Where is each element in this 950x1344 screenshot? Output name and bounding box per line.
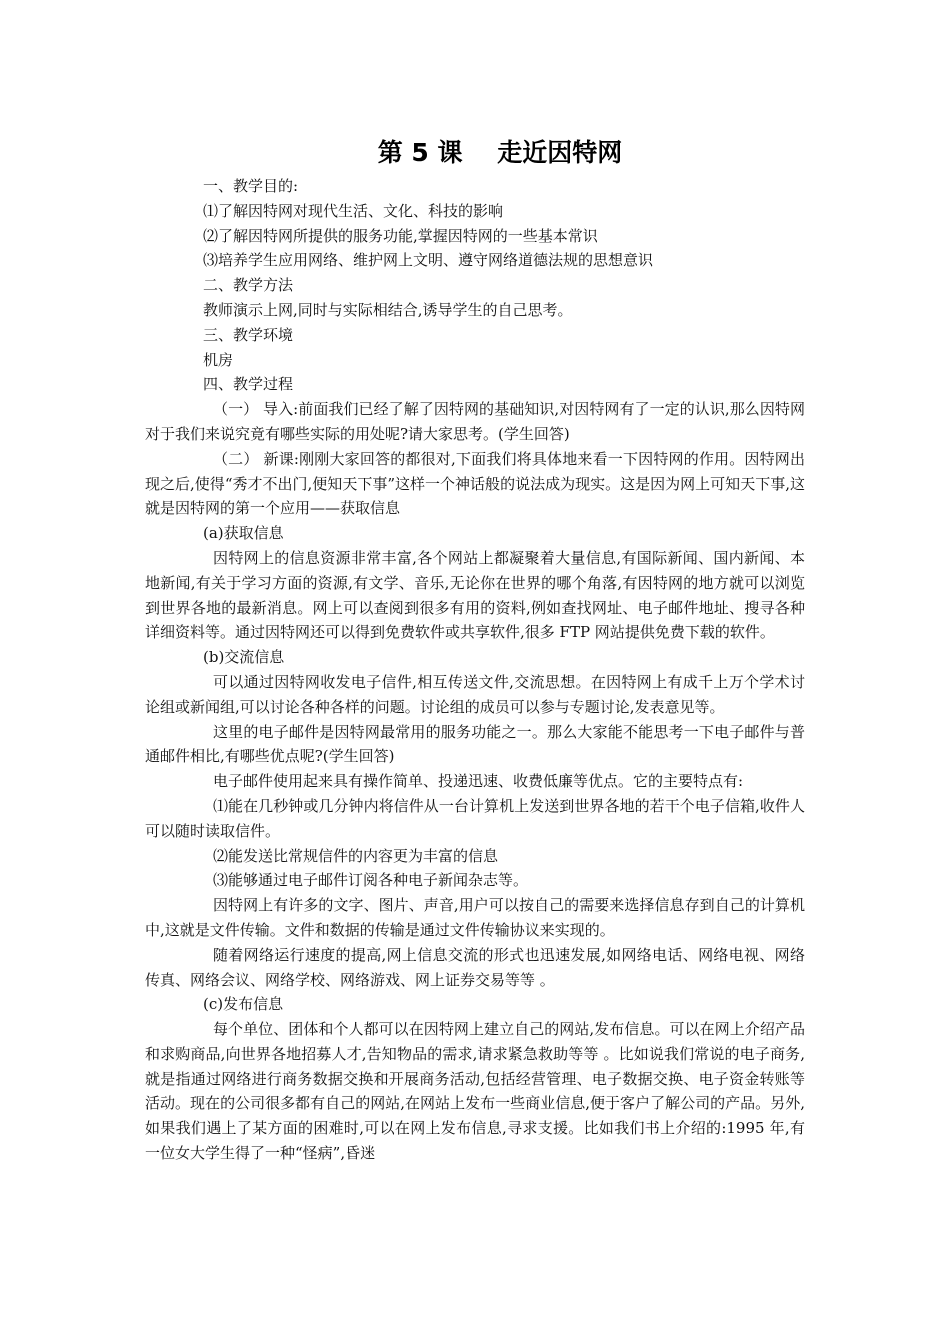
- paragraph-intro: （一） 导入:前面我们已经了解了因特网的基础知识,对因特网有了一定的认识,那么因特网对于我们来说究竟有哪些实际的用处呢?请大家思考。(学生回答): [145, 400, 805, 443]
- subheading-get-info: (a)获取信息: [203, 524, 284, 543]
- paragraph: 每个单位、团体和个人都可以在因特网上建立自己的网站,发布信息。可以在网上介绍产品和求购商品,向世界各地招募人才,告知物品的需求,请求紧急救助等等 。比如说我们常说的电子商务,就是指通过网络进行商务数据交换和开展商务活动,包括经营管理、电子数据交换、电子资金转账等活动。现在的公司很多都有自己的网站,在网站上发布一些商业信息,便于客户了解公司的产品。另外,如果我们遇上了某方面的困难时,可以在网上发布信息,寻求支援。比如我们书上介绍的:1995 年,有一位女大学生得了一种“怪病”,昏迷: [145, 1020, 805, 1163]
- feature-item: ⑴能在几秒钟或几分钟内将信件从一台计算机上发送到世界各地的若干个电子信箱,收件人可以随时读取信件。: [145, 796, 805, 840]
- paragraph: 可以通过因特网收发电子信件,相互传送文件,交流思想。在因特网上有成千上万个学术讨论组或新闻组,可以讨论各种各样的问题。讨论组的成员可以参与专题讨论,发表意见等。: [145, 672, 805, 716]
- paragraph-new-lesson: （二） 新课:刚刚大家回答的都很对,下面我们将具体地来看一下因特网的作用。因特网出现之后,使得“秀才不出门,便知天下事”这样一个神话般的说法成为现实。这是因为网上可知天下事,这就是因特网的第一个应用——获取信息: [145, 449, 805, 518]
- paragraph: 随着网络运行速度的提高,网上信息交流的形式也迅速发展,如网络电话、网络电视、网络传真、网络会议、网络学校、网络游戏、网上证券交易等等 。: [145, 945, 805, 989]
- page-title: 第 5 课 走近因特网: [377, 138, 623, 167]
- paragraph: 这里的电子邮件是因特网最常用的服务功能之一。那么大家能不能思考一下电子邮件与普通邮件相比,有哪些优点呢?(学生回答): [145, 722, 805, 766]
- subheading-exchange-info: (b)交流信息: [203, 648, 285, 667]
- paragraph: 电子邮件使用起来具有操作简单、投递迅速、收费低廉等优点。它的主要特点有:: [213, 772, 744, 791]
- subheading-publish-info: (c)发布信息: [203, 995, 284, 1014]
- objective-item: ⑴了解因特网对现代生活、文化、科技的影响: [203, 201, 504, 220]
- section-heading-process: 四、教学过程: [203, 375, 294, 394]
- paragraph: 因特网上的信息资源非常丰富,各个网站上都凝聚着大量信息,有国际新闻、国内新闻、本地新闻,有关于学习方面的资源,有文学、音乐,无论你在世界的哪个角落,有因特网的地方就可以浏览到世界各地的最新消息。网上可以查阅到很多有用的资料,例如查找网址、电子邮件地址、搜寻各种详细资料等。通过因特网还可以得到免费软件或共享软件,很多 FTP 网站提供免费下载的软件。: [145, 548, 805, 642]
- objective-item: ⑵了解因特网所提供的服务功能,掌握因特网的一些基本常识: [203, 226, 598, 245]
- section-heading-methods: 二、教学方法: [203, 276, 294, 295]
- section-heading-objectives: 一、教学目的:: [203, 177, 299, 195]
- section-heading-environment: 三、教学环境: [203, 325, 294, 344]
- objective-item: ⑶培养学生应用网络、维护网上文明、遵守网络道德法规的思想意识: [203, 251, 654, 270]
- feature-item: ⑶能够通过电子邮件订阅各种电子新闻杂志等。: [213, 871, 529, 890]
- document-body: [145, 174, 805, 1166]
- feature-item: ⑵能发送比常规信件的内容更为丰富的信息: [213, 846, 499, 865]
- paragraph: 机房: [203, 350, 234, 369]
- paragraph: 因特网上有许多的文字、图片、声音,用户可以按自己的需要来选择信息存到自己的计算机中,这就是文件传输。文件和数据的传输是通过文件传输协议来实现的。: [145, 896, 805, 939]
- paragraph: 教师演示上网,同时与实际相结合,诱导学生的自己思考。: [203, 300, 573, 319]
